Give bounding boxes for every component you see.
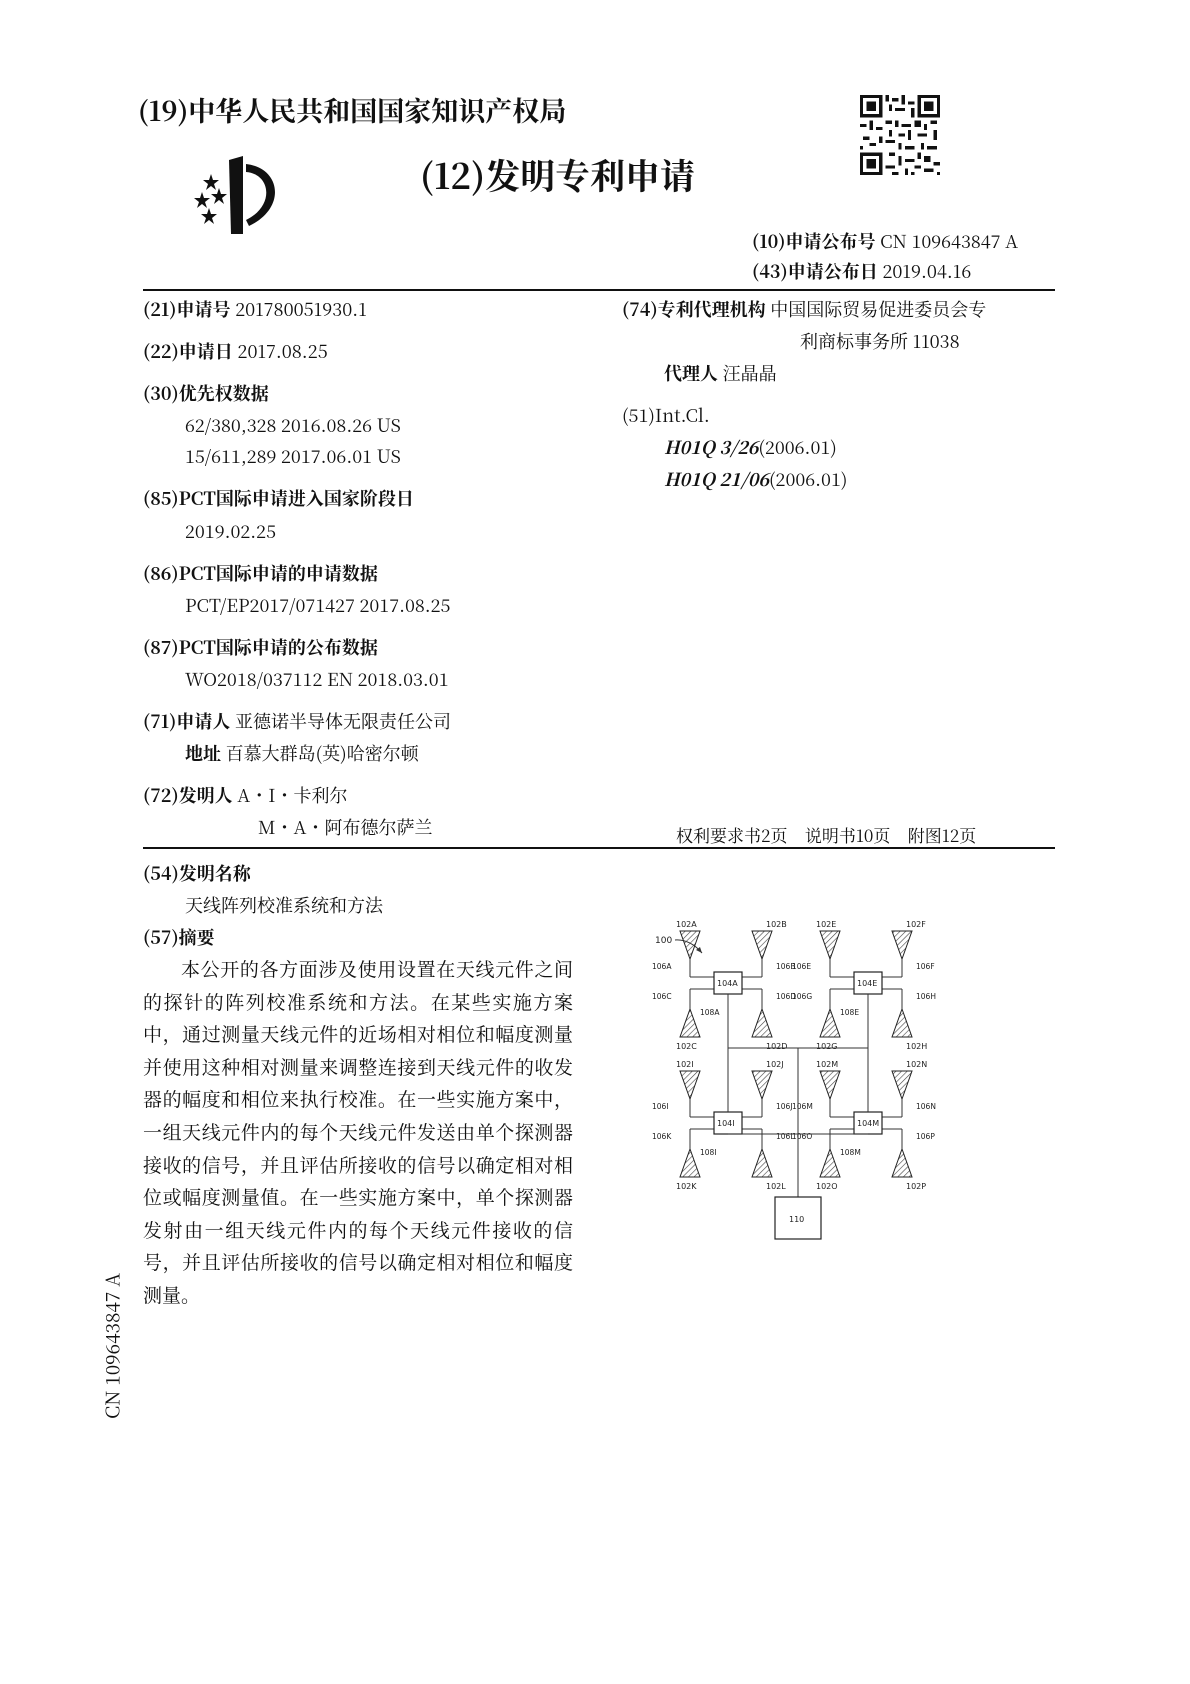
feed-label: 106G	[792, 992, 813, 1001]
antenna-label: 102I	[676, 1060, 694, 1069]
antenna-element	[680, 1149, 700, 1177]
abstract-paragraph: 本公开的各方面涉及使用设置在天线元件之间的探针的阵列校准系统和方法。在某些实施方案中，通过测量天线元件的近场相对相位和幅度测量并使用这种相对测量来调整连接到天线元件的收发器的幅度和相位来执行校准。在一些实施方案中，一组天线元件内的每个天线元件发送由单个探测器接收的信号，并且评估所接收的信号以确定相对相位或幅度测量值。在一些实施方案中，单个探测器发射由一组天线元件内的每个天线元件接收的信号，并且评估所接收的信号以确定相对相位和幅度测量。	[143, 955, 573, 1308]
pub-number-label: (10)申请公布号	[752, 228, 876, 254]
pct-pub-value: WO2018/037112 EN 2018.03.01	[185, 666, 449, 692]
agency-value-cont: 利商标事务所 11038	[800, 328, 960, 354]
antenna-label: 102G	[816, 1042, 838, 1051]
inventor-name: A・I・卡利尔	[237, 782, 348, 808]
agency-value: 中国国际贸易促进委员会专	[770, 296, 987, 322]
antenna-element	[892, 931, 912, 959]
pct-app-label: (86)PCT国际申请的申请数据	[143, 560, 378, 586]
antenna-element	[752, 1071, 772, 1099]
antenna-element	[752, 931, 772, 959]
app-number-label: (21)申请号	[143, 296, 231, 322]
antenna-element	[752, 1009, 772, 1037]
feed-label: 106O	[792, 1132, 813, 1141]
inventor-label: (72)发明人	[143, 782, 233, 808]
antenna-label: 102L	[766, 1182, 786, 1191]
antenna-element	[680, 1071, 700, 1099]
antenna-label: 102C	[676, 1042, 697, 1051]
feed-label: 106I	[652, 1102, 669, 1111]
probe-label: 108I	[700, 1148, 717, 1157]
pct-pub-label: (87)PCT国际申请的公布数据	[143, 634, 378, 660]
feed-label: 106A	[652, 962, 672, 971]
feed-label: 106L	[776, 1132, 795, 1141]
antenna-label: 102N	[906, 1060, 928, 1069]
feed-label: 106E	[792, 962, 812, 971]
cnipa-emblem-logo	[185, 150, 305, 240]
page-counts: 权利要求书2页 说明书10页 附图12页	[676, 822, 977, 847]
applicant-value: 亚德诺半导体无限责任公司	[234, 708, 451, 734]
filing-date-label: (22)申请日	[143, 338, 233, 364]
app-number-value: 201780051930.1	[235, 296, 367, 322]
intcl-version: (2006.01)	[758, 434, 837, 460]
beamformer-label: 104E	[857, 979, 878, 988]
figure-ref-label: 100	[655, 936, 673, 946]
antenna-element	[680, 1009, 700, 1037]
probe-label: 108M	[840, 1148, 861, 1157]
feed-label: 106M	[792, 1102, 813, 1111]
antenna-label: 102M	[816, 1060, 839, 1069]
antenna-label: 102J	[766, 1060, 784, 1069]
abstract-label: (57)摘要	[143, 924, 215, 950]
abstract-text	[143, 953, 573, 1312]
controller-label: 110	[789, 1215, 805, 1224]
invention-title: 天线阵列校准系统和方法	[185, 892, 383, 918]
feed-label: 106B	[776, 962, 796, 971]
priority-item: 15/611,289 2017.06.01 US	[185, 443, 401, 469]
side-publication-number: CN 109643847 A	[98, 1273, 126, 1419]
antenna-element	[892, 1071, 912, 1099]
intcl-label: (51)Int.Cl.	[622, 402, 710, 428]
antenna-element	[892, 1009, 912, 1037]
antenna-label: 102O	[816, 1182, 838, 1191]
pub-date-value: 2019.04.16	[882, 258, 972, 284]
antenna-label: 102H	[906, 1042, 928, 1051]
agent-value: 汪晶晶	[722, 360, 777, 386]
antenna-label: 102E	[816, 920, 837, 929]
antenna-array-figure	[650, 915, 1050, 1355]
priority-label: (30)优先权数据	[143, 380, 269, 406]
address-value: 百慕大群岛(英)哈密尔顿	[225, 740, 419, 766]
inventor-name: M・A・阿布德尔萨兰	[258, 814, 433, 840]
applicant-label: (71)申请人	[143, 708, 231, 734]
title-label: (54)发明名称	[143, 860, 251, 886]
pct-app-value: PCT/EP2017/071427 2017.08.25	[185, 592, 451, 618]
antenna-element	[680, 931, 700, 959]
probe-label: 108A	[700, 1008, 720, 1017]
middle-rule	[143, 847, 1055, 849]
antenna-label: 102A	[676, 920, 697, 929]
antenna-element	[820, 1009, 840, 1037]
beamformer-label: 104I	[717, 1119, 735, 1128]
top-rule	[143, 289, 1055, 291]
antenna-label: 102K	[676, 1182, 697, 1191]
qr-code	[860, 95, 940, 175]
antenna-label: 102F	[906, 920, 926, 929]
feed-label: 106K	[652, 1132, 672, 1141]
antenna-element	[892, 1149, 912, 1177]
antenna-label: 102B	[766, 920, 787, 929]
address-label: 地址	[185, 740, 221, 766]
feed-label: 106H	[916, 992, 936, 1001]
antenna-element	[752, 1149, 772, 1177]
pct-entry-label: (85)PCT国际申请进入国家阶段日	[143, 485, 414, 511]
feed-label: 106J	[776, 1102, 793, 1111]
pct-entry-value: 2019.02.25	[185, 518, 276, 544]
document-type: (12)发明专利申请	[420, 150, 696, 200]
antenna-element	[820, 1149, 840, 1177]
feed-label: 106F	[916, 962, 935, 971]
probe-label: 108E	[840, 1008, 860, 1017]
antenna-element	[820, 1071, 840, 1099]
agency-label: (74)专利代理机构	[622, 296, 766, 322]
office-name: (19)中华人民共和国国家知识产权局	[138, 90, 567, 129]
intcl-version: (2006.01)	[769, 466, 848, 492]
feed-label: 106P	[916, 1132, 935, 1141]
filing-date-value: 2017.08.25	[237, 338, 328, 364]
feed-label: 106N	[916, 1102, 936, 1111]
feed-label: 106C	[652, 992, 672, 1001]
beamformer-label: 104M	[857, 1119, 880, 1128]
antenna-label: 102D	[766, 1042, 788, 1051]
pub-number-value: CN 109643847 A	[880, 228, 1019, 254]
feed-label: 106D	[776, 992, 797, 1001]
intcl-code: H01Q 21/06	[664, 466, 769, 492]
antenna-label: 102P	[906, 1182, 927, 1191]
agent-label: 代理人	[664, 360, 718, 386]
antenna-element	[820, 931, 840, 959]
beamformer-label: 104A	[717, 979, 738, 988]
priority-item: 62/380,328 2016.08.26 US	[185, 412, 401, 438]
intcl-code: H01Q 3/26	[664, 434, 759, 460]
pub-date-label: (43)申请公布日	[752, 258, 878, 284]
